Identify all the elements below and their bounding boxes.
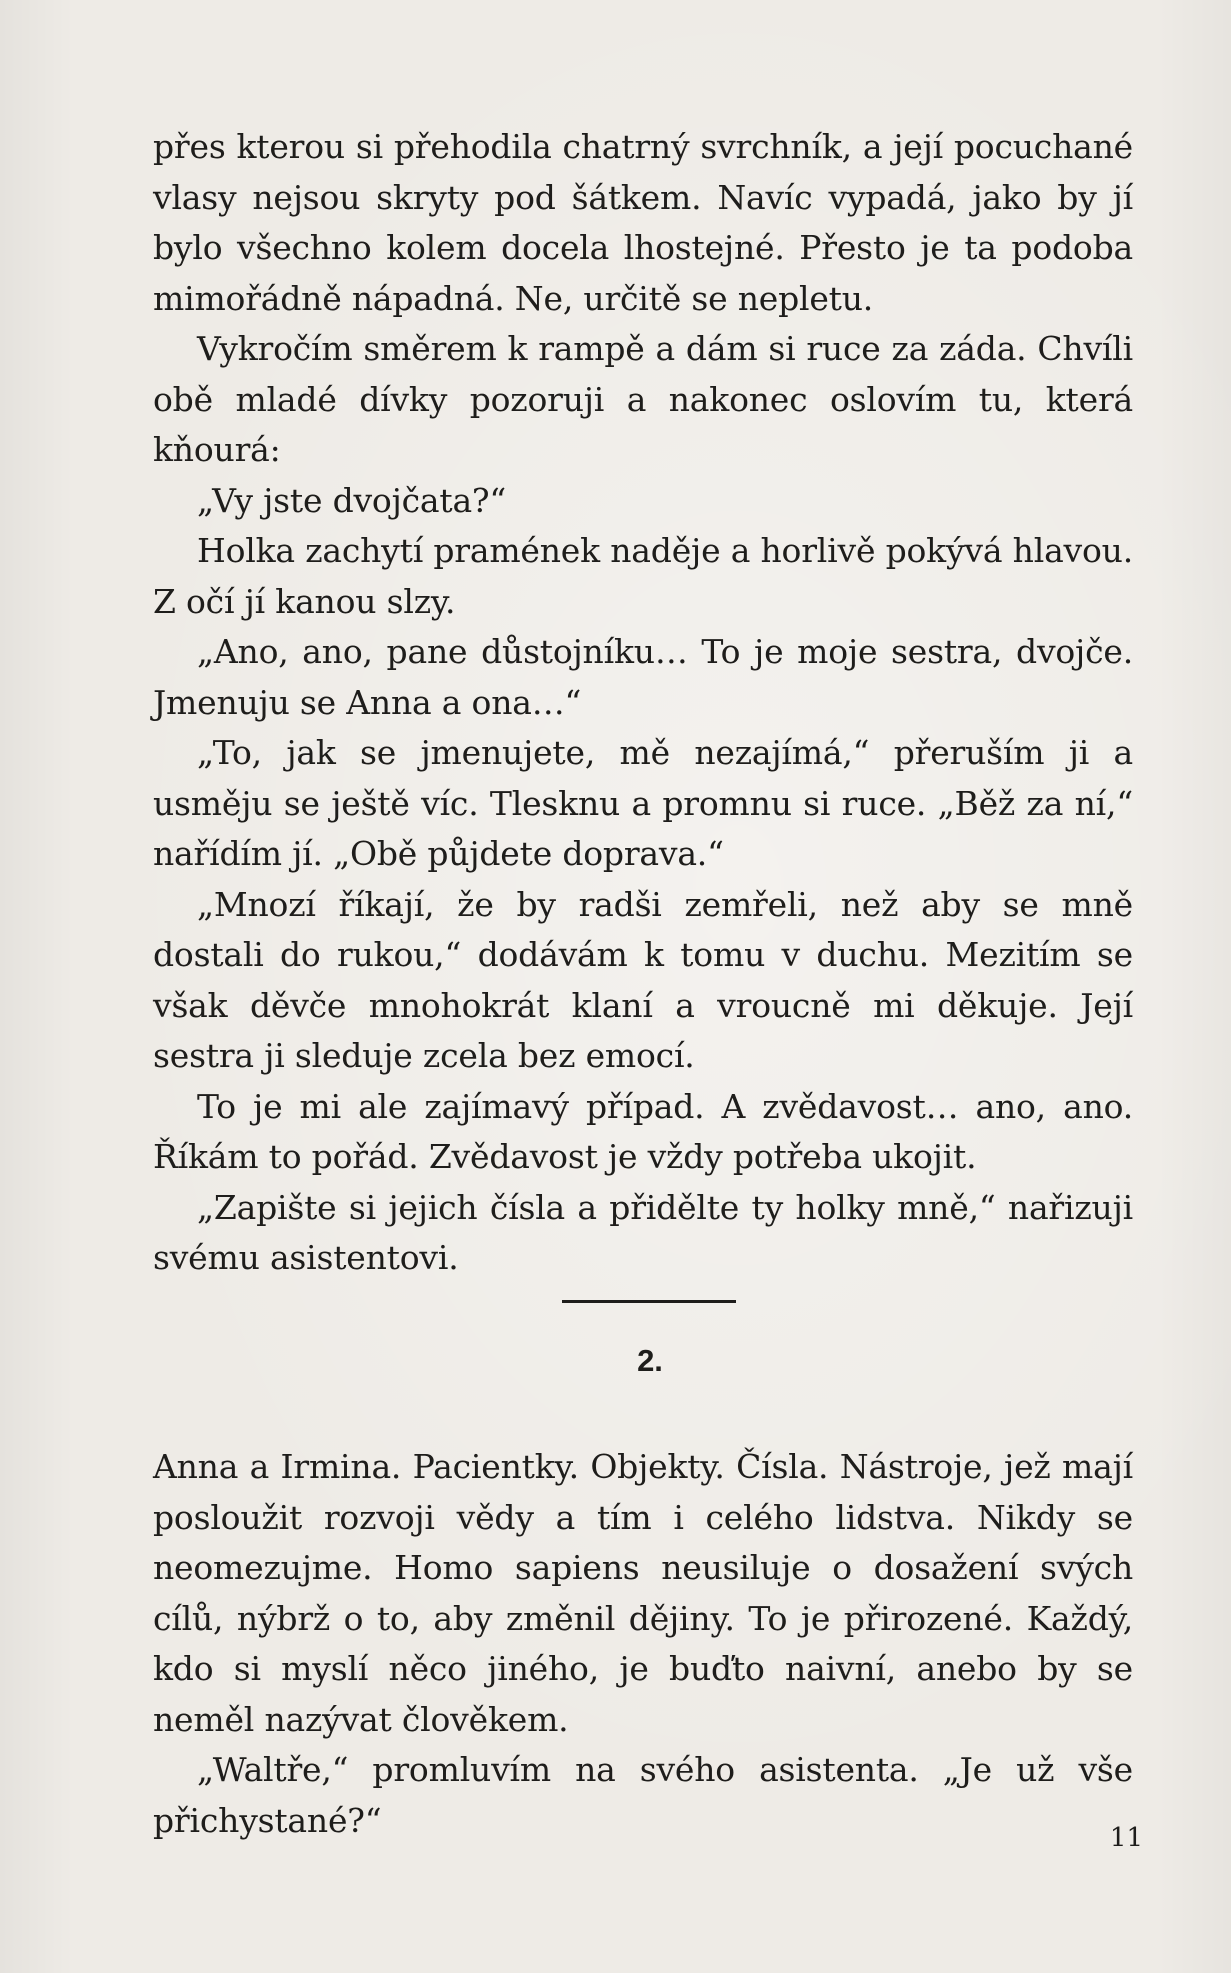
paragraph: Vykročím směrem k rampě a dám si ruce za záda. Chvíli obě mladé dívky pozoruji a nakonec oslovím tu, která kňourá:: [153, 329, 1133, 469]
paragraph: přes kterou si přehodila chatrný svrchník, a její pocuchané vlasy nejsou skryty pod šátkem. Navíc vypadá, jako by jí bylo všechno kolem docela lhostejné. Přesto je ta podoba mimořádně nápadná. Ne, určitě se nepletu.: [153, 127, 1133, 318]
chapter-number: 2.: [637, 1343, 663, 1378]
paragraph: „To, jak se jmenujete, mě nezajímá,“ přeruším ji a usměju se ještě víc. Tlesknu a promnu si ruce. „Běž za ní,“ nařídím jí. „Obě půjdete doprava.“: [153, 733, 1133, 873]
chapter-divider: [562, 1300, 736, 1303]
paragraph: Anna a Irmina. Pacientky. Objekty. Čísla. Nástroje, jež mají posloužit rozvoji vědy a tím i celého lidstva. Nikdy se neomezujme. Homo sapiens neusiluje o dosažení svých cílů, nýbrž o to, aby změnil dějiny. To je přirozené. Každý, kdo si myslí něco jiného, je buďto naivní, anebo by se neměl nazývat člověkem.: [153, 1447, 1133, 1739]
paragraph: „Zapište si jejich čísla a přidělte ty holky mně,“ nařizuji svému asistentovi.: [153, 1187, 1133, 1277]
text-block-bottom: [153, 1442, 1133, 1846]
paragraph: To je mi ale zajímavý případ. A zvědavost… ano, ano. Říkám to pořád. Zvědavost je vždy potřeba ukojit.: [153, 1086, 1133, 1176]
paragraph: „Waltře,“ promluvím na svého asistenta. „Je už vše přichystané?“: [153, 1750, 1133, 1840]
text-block-top: [153, 122, 1133, 1284]
page-number: 11: [1109, 1823, 1143, 1853]
paragraph: „Vy jste dvojčata?“: [197, 480, 507, 520]
paragraph: „Ano, ano, pane důstojníku… To je moje sestra, dvojče. Jmenuju se Anna a ona…“: [153, 632, 1133, 722]
paragraph: „Mnozí říkají, že by radši zemřeli, než aby se mně dostali do rukou,“ dodávám k tomu v duchu. Mezitím se však děvče mnohokrát klaní a vroucně mi děkuje. Její sestra ji sleduje zcela bez emocí.: [153, 884, 1133, 1075]
paragraph: Holka zachytí pramének naděje a horlivě pokývá hlavou. Z očí jí kanou slzy.: [153, 531, 1133, 621]
